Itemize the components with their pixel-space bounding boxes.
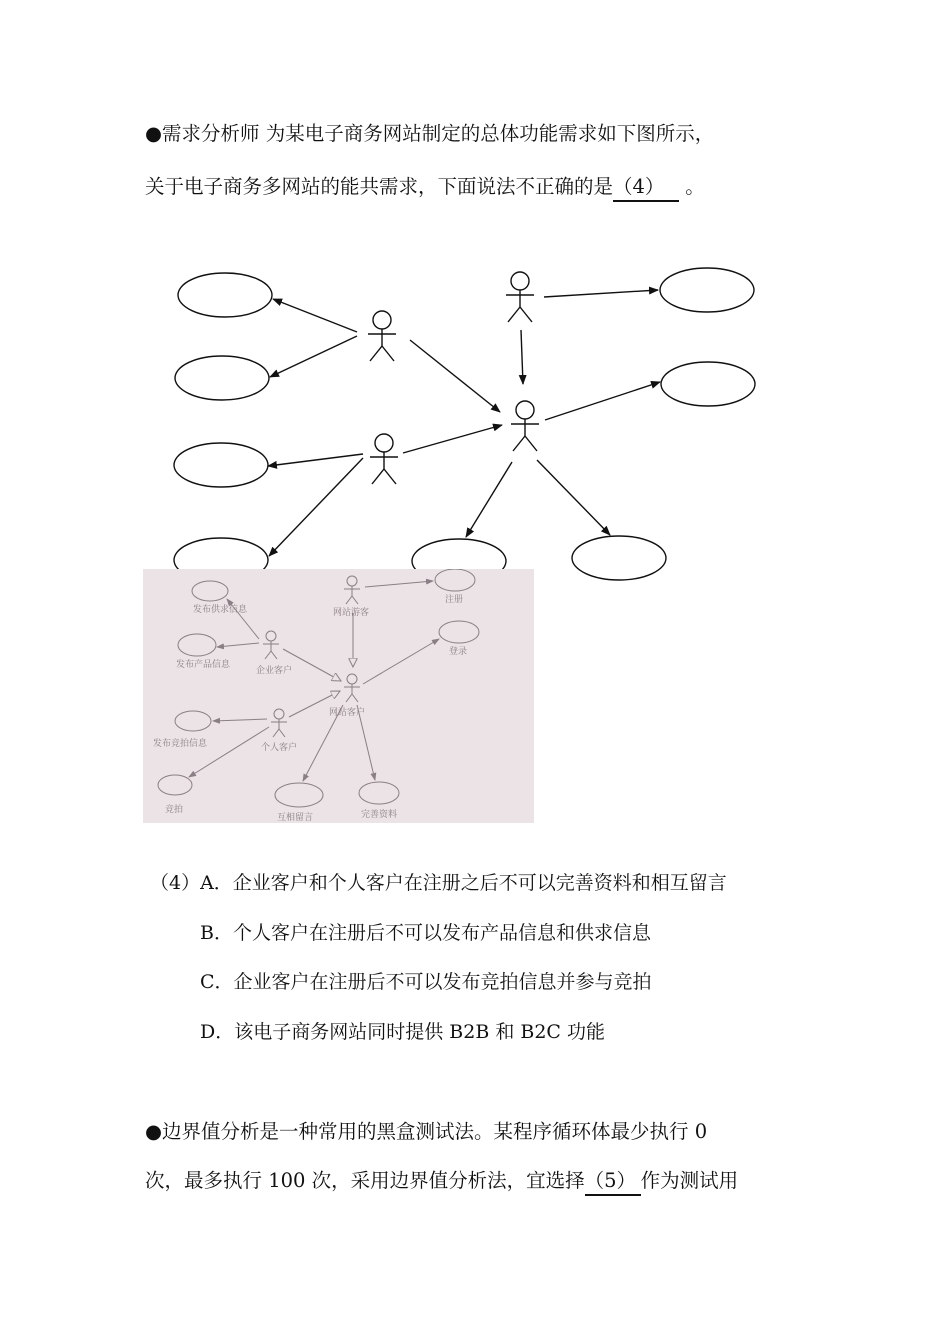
label-login: 登录: [449, 647, 468, 657]
label-register: 注册: [445, 595, 464, 605]
label-visitor: 网站游客: [333, 608, 370, 618]
option-a: （4）A．企业客户和个人客户在注册之后不可以完善资料和相互留言: [150, 872, 727, 894]
label-auction: 竞拍: [165, 805, 184, 815]
use-case-diagram: [0, 0, 950, 600]
use-case-ellipse: [174, 443, 268, 487]
label-publish-product: 发布产品信息: [176, 660, 231, 670]
label-complete-profile: 完善资料: [361, 810, 398, 820]
question5-line2-suffix: 作为测试用: [640, 1169, 739, 1192]
association-arrows: [268, 290, 660, 556]
use-case-ellipse: [175, 356, 269, 400]
option-b: B．个人客户在注册后不可以发布产品信息和供求信息: [200, 922, 651, 944]
use-case-ellipse: [178, 273, 272, 317]
photo-diagram-panel: [143, 569, 534, 823]
use-case-ellipse: [572, 536, 666, 580]
actor-figure: [368, 311, 396, 361]
actor-figure: [370, 434, 398, 484]
question4-line2-text: 关于电子商务多网站的能共需求，下面说法不正确的是: [145, 175, 614, 198]
answer-blank-4: （4）: [613, 174, 679, 202]
question4-line1: ●需求分析师 为某电子商务网站制定的总体功能需求如下图所示，: [145, 122, 715, 145]
label-message: 互相留言: [277, 813, 314, 823]
photo-diagram: [143, 569, 534, 823]
label-individual: 个人客户: [261, 743, 298, 753]
question5-line2: [145, 1168, 738, 1196]
use-case-ellipse: [660, 268, 754, 312]
question4-line2-suffix: 。: [679, 175, 705, 198]
label-customer: 网站客户: [329, 708, 366, 718]
question5-line1: ●边界值分析是一种常用的黑盒测试法。某程序循环体最少执行 0: [145, 1120, 708, 1143]
label-publish-supply: 发布供求信息: [193, 605, 248, 615]
question5-line2-text: 次，最多执行 100 次，采用边界值分析法，宜选择: [145, 1169, 585, 1192]
answer-blank-5: （5）: [585, 1168, 641, 1196]
label-publish-auction: 发布竞拍信息: [153, 739, 208, 749]
label-enterprise: 企业客户: [256, 666, 293, 676]
use-case-ellipse: [661, 362, 755, 406]
actor-figure: [506, 272, 534, 322]
actor-figure: [511, 401, 539, 451]
option-c: C．企业客户在注册后不可以发布竞拍信息并参与竞拍: [200, 971, 652, 993]
option-d: D．该电子商务网站同时提供 B2B 和 B2C 功能: [200, 1021, 605, 1043]
